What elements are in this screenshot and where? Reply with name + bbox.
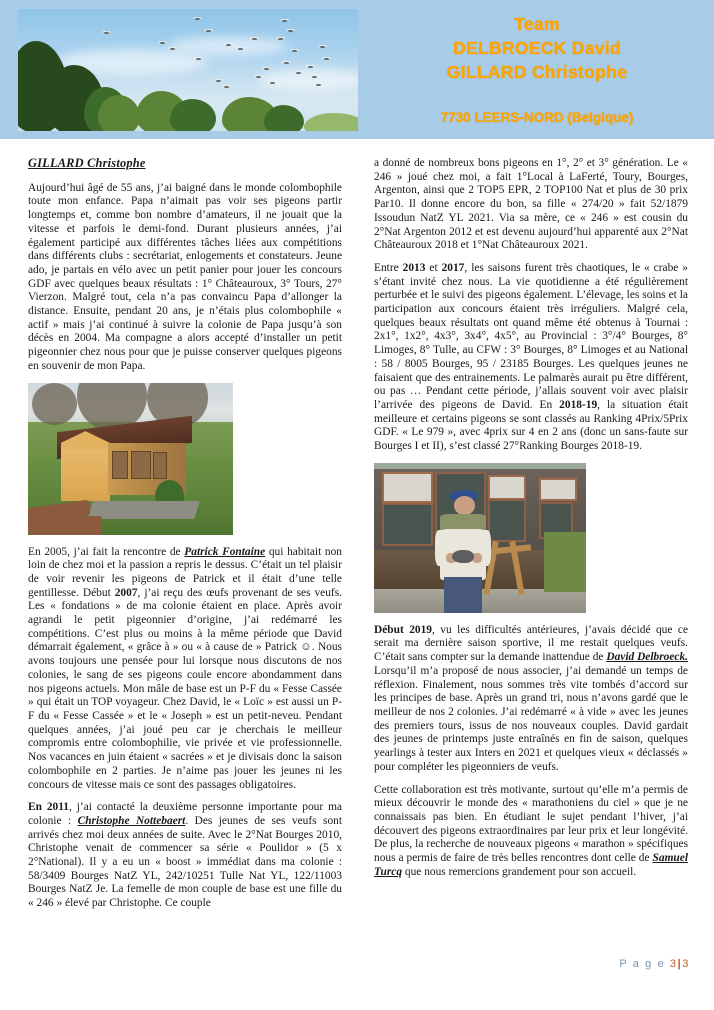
paragraph-intro-text: Aujourd’hui âgé de 55 ans, j’ai baigné dans le monde colombophile toute mon enfance. Papa n’aimait pas voir ses pigeons partir longtemps et, comme bon nombre d’amateurs, il ne jouait que la vitesse et parfois le demi-fond. Durant plusieurs années, j’ai également participé aux différentes tâches liées aux compétitions dans différents clubs : secrétariat, enlogements et constateurs. Jeune ado, je partais en vélo avec un petit panier pour jouer les concours GDF avec quelques beaux résultats : 1° Châteauroux, 3° Tours, 27° Vierzon. Malgré tout, cela n’a pas convaincu Papa d’allonger la distance. Ensuite, pendant 20 ans, je n’étais plus colombophile « actif » mais j’ai continué à suivre la colonie de Papa jusqu’à son décès en 2004. Ma compagne a alors accepté d’installer un petit pigeonnier chez nous pour que je puisse conserver quelques pigeons en souvenir de mon Papa. <box>28 181 342 372</box>
right-column <box>374 157 688 888</box>
paragraph-2005-text-b: qui habitait non loin de chez moi et la passion a repris le dessus. C’était un tel plaisir de voir revenir les pigeons de Patrick et il était d’une telle gentillesse. Début <box>28 545 342 599</box>
paragraph-2013-2017-text-b: et <box>425 261 442 274</box>
year-2007: 2007 <box>114 586 138 599</box>
paragraph-collaboration <box>374 784 688 880</box>
loft-panel <box>488 499 526 542</box>
gravel-path <box>87 501 200 519</box>
loft-panel <box>382 503 433 546</box>
paragraph-debut-2019 <box>374 624 688 775</box>
page-title: GILLARD Christophe <box>28 156 146 170</box>
paragraph-2011 <box>28 801 342 911</box>
person-jeans <box>444 577 482 613</box>
page-header-band <box>0 0 714 139</box>
paragraph-2005 <box>28 546 342 793</box>
page-footer <box>0 958 690 970</box>
paragraph-2013-2017-text-d: , la situation était meilleure et certains pigeons se sont classés au Ranking 4Prix/5Prix GDF. « Le 979 », avec 4prix sur 4 en 2 ans (donc un sans-faute sur Bourges I et II), s’est classé 27°Ranking Bourges 2018-19. <box>374 398 688 453</box>
paragraph-2011-text-a: , j’ai contacté la deuxième personne importante pour ma colonie : <box>28 801 342 827</box>
paragraph-2013-2017-text-c: , les saisons furent très chaotiques, le « crabe » s’étant invité chez nous. La vie quotidienne a été régulièrement perturbée et le suivi des pigeons également. L’élevage, les soins et la participation aux concours étaient très irréguliers. Malgré cela, quelques beaux résultats ont quand même été obtenus à Tournai : 2x1°, 1x2°, 4x3°, 3x4°, 4x5°, au Provincial : 3°/4° Bourges, 8° Limoges, 8° Tulle, au CFW : 3° Bourges, 8° Limoges et au National : 58 / 8005 Bourges, 95 / 23185 Bourges. Les quelques jeunes ne faisaient que des entrainements. Le palmarès aurait pu être différent, ou pas … Pendant cette période, j’allais souvent voir avec plaisir l’arrivée des pigeons de David. En <box>374 261 688 411</box>
year-2013: 2013 <box>402 261 426 274</box>
held-pigeon <box>452 550 473 564</box>
header-location: 7730 LEERS-NORD (Belgique) <box>440 110 634 125</box>
header-photo-pigeons-in-flight <box>18 9 358 131</box>
paragraph-debut-2019-text-b: Lorsqu’il m’a proposé de nous associer, j’ai demandé un temps de réflexion. Finalement, nous sommes très vite tombés d’accord sur les principes de base. Après un grand tri, nous n’avons gardé que le meilleur de nos 2 colonies. J’ai redémarré « à vide » avec les jeunes des premiers tours, issus de nos nouveaux couples. David gardait des jeunes de printemps juste entraînés en fin de saison, quelques yearlings à tester aux Inters en 2021 et quelques vieux « déclassés » pour compléter les pigeonniers de veufs. <box>374 664 688 773</box>
paragraph-246-pigeon <box>374 157 688 253</box>
photo-fancier-with-pigeon <box>374 463 586 613</box>
paragraph-2005-text-a: En 2005, j’ai fait la rencontre de <box>28 545 185 558</box>
year-2011: En 2011 <box>28 801 69 814</box>
header-name-gillard: GILLARD Christophe <box>446 62 628 82</box>
year-2017: 2017 <box>441 261 465 274</box>
paragraph-2011-text-b: . Des jeunes de ses veufs sont arrivés chez moi deux années de suite. Avec le 2°Nat Bourges 2010, Christophe venait de commencer sa série « Poulidor » (5 x 2°National). Il y a eu un « boost » immédiat dans ma colonie : 58/3409 Bourges NatZ YL, 242/10251 Tulle Nat YL, 122/11003 Bourges NatZ Je. La femelle de mon couple de base est une fille du « 246 » élevé par Christophe. Ce couple <box>28 814 342 910</box>
loft-panel <box>539 478 577 502</box>
grass-patch <box>544 532 586 592</box>
tree-shape <box>32 383 77 426</box>
person-name-david-delbroeck: David Delbroeck. <box>606 651 688 664</box>
paragraph-collaboration-text-a: Cette collaboration est très motivante, surtout qu’elle m’a permis de mieux découvrir le monde des « marathoniens du ciel » que je ne connaissais pas bien. En étudiant le sujet pendant l’hiver, j’ai découvert des pigeons extraordinaires par leur prix et leur longévité. De plus, la recherche de nouveaux pigeons « marathon » spécifiques nous a permis de faire de très belles rencontres dont celle de <box>374 783 688 865</box>
header-team-label: Team <box>514 14 560 34</box>
footer-separator: | <box>677 958 683 970</box>
person-name-samuel-turcq: Samuel Turcq <box>374 852 688 878</box>
year-debut-2019: Début 2019 <box>374 623 432 636</box>
loft-panel <box>382 472 433 503</box>
loft-door <box>153 452 167 478</box>
brick-edging <box>28 516 102 534</box>
paragraph-246-pigeon-text: a donné de nombreux bons pigeons en 1°, 2° et 3° génération. Le « 246 » joué chez moi, a fait 1°Local à LaFerté, Toury, Bourges, Argenton, ainsi que 2 TOP5 EPR, 2 TOP100 Nat et plus de 30 prix Par10. Il donne encore du bon, sa fille « 274/20 » fait 52/1879 Issoudun NatZ YL 2021. Via sa mère, ce « 246 » est cousin du 2°Nat Argenton 2012 et est devenu aujourd’hui apparenté aux 2°Nat Châteauroux 2018 et 1°Nat Châteauroux 2021. <box>374 157 688 252</box>
year-2018-19: 2018-19 <box>559 398 598 411</box>
loft-window <box>131 451 151 479</box>
loft-panel <box>488 475 526 500</box>
header-title-block <box>372 12 702 84</box>
paragraph-collaboration-text-b: que nous remercions grandement pour son accueil. <box>402 865 637 878</box>
paragraph-2013-2017-text-a: Entre <box>374 261 403 274</box>
left-column <box>28 157 342 920</box>
person-name-patrick-fontaine: Patrick Fontaine <box>184 545 266 558</box>
paragraph-intro <box>28 182 342 374</box>
loft-window <box>112 451 128 479</box>
photo-pigeon-loft <box>28 383 233 535</box>
header-name-delbroeck: DELBROECK David <box>453 38 621 58</box>
footer-page-label: P a g e <box>619 958 670 970</box>
footer-current-page: 3 <box>669 958 678 970</box>
footer-total-pages: 3 <box>682 958 690 970</box>
person-name-christophe-nottebaert: Christophe Nottebaert <box>77 814 186 827</box>
paragraph-2013-2017 <box>374 262 688 454</box>
person-head <box>454 496 475 516</box>
paragraph-debut-2019-text-a: , vu les difficultés antérieures, j’avais décidé que ce serait ma dernière saison sportive, il me restait quelques veufs. C’était sans compter sur la demande inattendue de <box>374 623 689 664</box>
paragraph-2005-text-c: , j’ai reçu des œufs provenant de ses veufs. Les « fondations » de ma colonie étaient en place. Après avoir agrandi le petit pigeonnier d’origine, j’ai redémarré les compétitions. C’est plus ou moins à la même période que David démarrait également, « grâce à » ou « à cause de » Patrick ☺. Nous avons toujours une pensée pour lui lorsque nous discutons de nos colonies, le sang de ses pigeons coule encore abondamment dans nos pigeons actuels. Mon mâle de base est un P-F du « Fesse Cassée » qui était un TOP voyageur. Chez David, le « Loïc » est aussi un P-F du « Fesse Cassée » et le « Joseph » est un petit-neveu. Pendant quelques années, j’ai joué peu car je cherchais le meilleur compromis entre colombophilie, vie privée et vie professionnelle. Nos vacances en juin étaient « sacrées » et je divisais donc la saison colombophile en 2 parties. Je n’aime pas jouer les jeunes ni les concours de vitesse mais ce sont des passages obligatoires. <box>28 586 342 791</box>
loft-front-wall <box>61 449 110 501</box>
